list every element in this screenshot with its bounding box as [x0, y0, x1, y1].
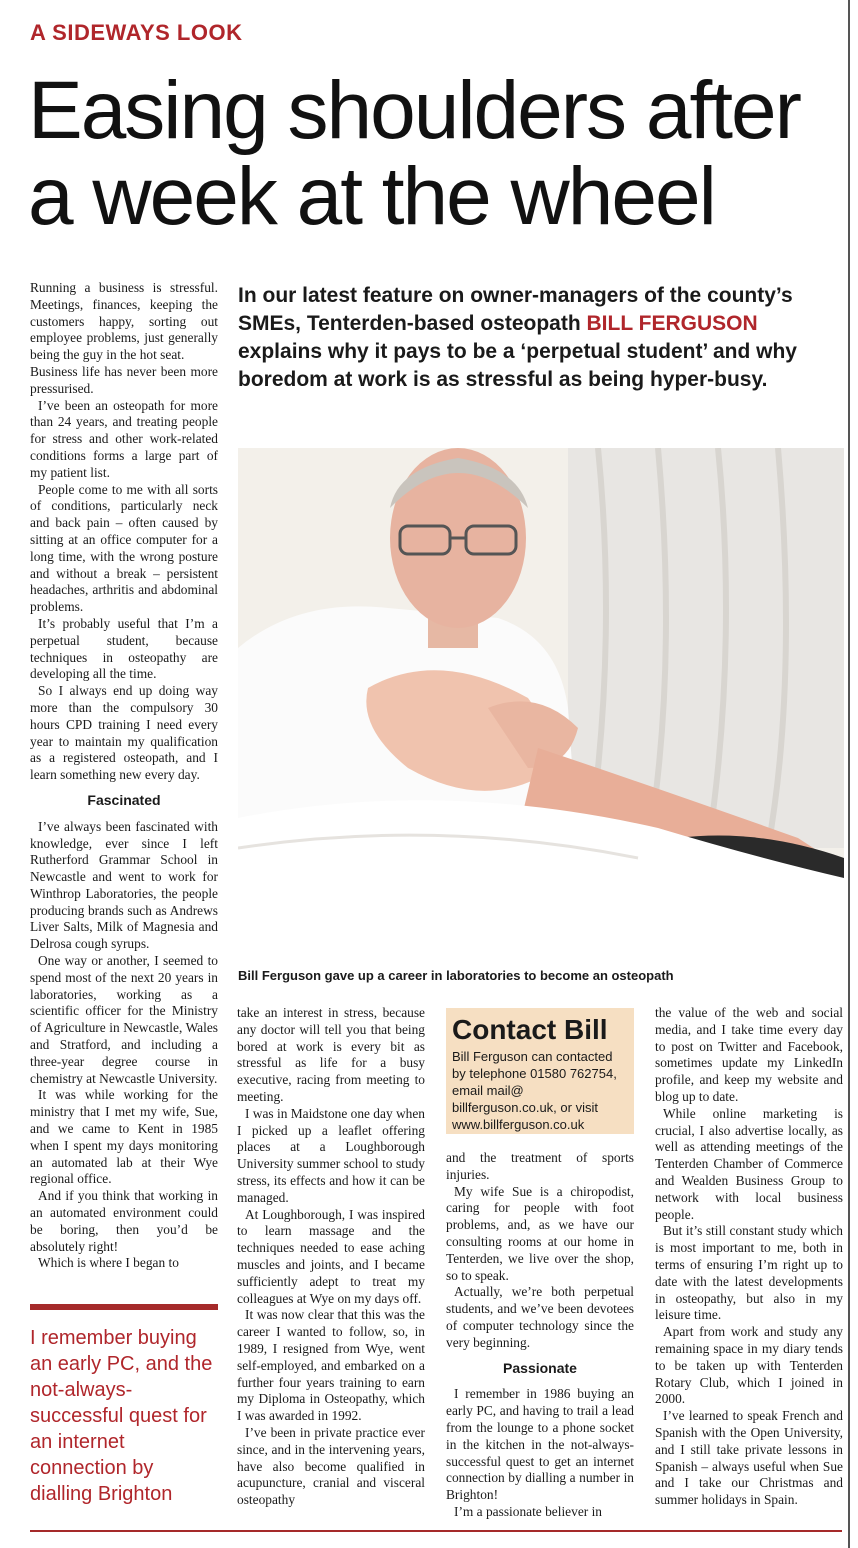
- paragraph: So I always end up doing way more than the compulsory 30 hours CPD training I need every year to maintain my qualification as a registered osteopath, and I learn something new every day.: [30, 683, 218, 783]
- paragraph: I’ve learned to speak French and Spanish with the Open University, and I still take private lessons in Spanish – always useful when Sue and I take our Christmas and summer holidays in Spain.: [655, 1408, 843, 1508]
- standfirst-summary: explains why it pays to be a ‘perpetual student’ and why boredom at work is as stressful as being hyper-busy.: [238, 340, 797, 391]
- paragraph: Apart from work and study any remaining space in my diary tends to be taken up with Tenterden Rotary Club, which I joined in 2000.: [655, 1324, 843, 1407]
- paragraph: My wife Sue is a chiropodist, caring for people with foot problems, and, as we have our consulting rooms at our home in Tenterden, we live over the shop, so to speak.: [446, 1183, 634, 1283]
- contact-box: [446, 1008, 634, 1134]
- article-photo: [238, 448, 844, 962]
- paragraph: and the treatment of sports injuries.: [446, 1150, 634, 1182]
- paragraph: Business life has never been more pressurised.: [30, 363, 218, 396]
- paragraph: Actually, we’re both perpetual students, and we’ve been devotees of computer technology since the very beginning.: [446, 1284, 634, 1350]
- subheading: Fascinated: [87, 791, 161, 808]
- bottom-rule: [30, 1530, 842, 1532]
- contact-title: Contact Bill: [452, 1014, 608, 1045]
- paragraph: I remember in 1986 buying an early PC, and having to trail a lead from the lounge to a phone socket in the kitchen in the not-always-successful quest to get an internet connection by dialling a number in Brighton!: [446, 1386, 634, 1503]
- paragraph: It was now clear that this was the career I wanted to follow, so, in 1989, I resigned from Wye, went self-employed, and embarked on a further four years training to earn my Diploma in Osteopathy, which I was awarded in 1992.: [237, 1307, 425, 1424]
- paragraph: It was while working for the ministry that I met my wife, Sue, and we came to Kent in 1985 when I spent my days monitoring an automated lab at their Wye regional office.: [30, 1087, 218, 1187]
- paragraph: It’s probably useful that I’m a perpetual student, because techniques in osteopathy are developing all the time.: [30, 615, 218, 682]
- article-column-3: [446, 1150, 634, 1521]
- paragraph: the value of the web and social media, and I take time every day to post on Twitter and Facebook, sometimes update my LinkedIn profile, and keep my website and blog up to date.: [655, 1005, 843, 1104]
- paragraph: I’ve been in private practice ever since, and in the intervening years, have also become qualified in acupuncture, cranial and visceral osteopathy: [237, 1424, 425, 1508]
- article-column-2: [237, 1005, 425, 1509]
- standfirst: [238, 282, 818, 394]
- paragraph: But it’s still constant study which is most important to me, both in terms of ensuring I’m right up to date with the latest developments in osteopathy, but also in my leisure time.: [655, 1223, 843, 1323]
- paragraph: And if you think that working in an automated environment could be boring, then you’d be absolutely right!: [30, 1188, 218, 1254]
- paragraph: I was in Maidstone one day when I picked up a leaflet offering places at a Loughborough University summer school to study stress, its effects and how it can be managed.: [237, 1105, 425, 1205]
- paragraph: Which is where I began to: [38, 1255, 179, 1271]
- paragraph: I’ve been an osteopath for more than 24 years, and treating people for stress and other work-related conditions forms a large part of my patient list.: [30, 397, 218, 480]
- subheading: Passionate: [503, 1359, 577, 1376]
- author-name: BILL FERGUSON: [586, 312, 758, 335]
- paragraph: Running a business is stressful. Meetings, finances, keeping the customers happy, sorting out employee problems, just generally being the guy in the hot seat.: [30, 280, 218, 363]
- paragraph: While online marketing is crucial, I also advertise locally, as well as attending meetings of the Tenterden Chamber of Commerce and Wealden Business Group to network with local business people.: [655, 1105, 843, 1222]
- standfirst-intro: In our latest feature on owner-managers of the county’s SMEs, Tenterden-based osteopath: [238, 284, 793, 335]
- paragraph: At Loughborough, I was inspired to learn massage and the techniques needed to ease aching muscles and joints, and I became sufficiently adept to treat my colleagues at Wye on my days off.: [237, 1206, 425, 1306]
- article-column-4: [655, 1005, 843, 1509]
- headline: Easing shoulders after a week at the wheel: [28, 65, 800, 242]
- pull-quote: I remember buying an early PC, and the not-always-successful quest for an internet connection by dialling Brighton: [30, 1327, 213, 1505]
- contact-details: Bill Ferguson can contacted by telephone 01580 762754, email mail@ billferguson.co.uk, or visit www.billferguson.co.uk: [452, 1049, 617, 1132]
- osteopath-photo-illustration: [238, 448, 844, 962]
- paragraph: One way or another, I seemed to spend most of the next 20 years in laboratories, working as a scientific officer for the Ministry of Agriculture in Newcastle, Wales and Stratford, and including a three-year degree course in chemistry at Newcastle University.: [30, 953, 218, 1086]
- paragraph: take an interest in stress, because any doctor will tell you that being bored at work is every bit as stressful as life for a busy executive, racing from meeting to meeting.: [237, 1005, 425, 1104]
- section-kicker: A SIDEWAYS LOOK: [30, 20, 243, 45]
- article-column-1: [30, 280, 218, 1272]
- photo-caption: Bill Ferguson gave up a career in laboratories to become an osteopath: [238, 968, 674, 983]
- page-edge-rule: [848, 0, 850, 1548]
- paragraph: People come to me with all sorts of conditions, particularly neck and back pain – often caused by sitting at an office computer for a long time, with the wrong posture and without a break – persistent headaches, arthritis and abdominal problems.: [30, 481, 218, 615]
- paragraph: I’ve always been fascinated with knowledge, ever since I left Rutherford Grammar School in Newcastle and went to work for Winthrop Laboratories, the people producing brands such as Andrews Liver Salts, Milk of Magnesia and Delrosa cough syrups.: [30, 818, 218, 952]
- pullquote-rule: [30, 1304, 218, 1310]
- paragraph: I’m a passionate believer in: [454, 1503, 602, 1519]
